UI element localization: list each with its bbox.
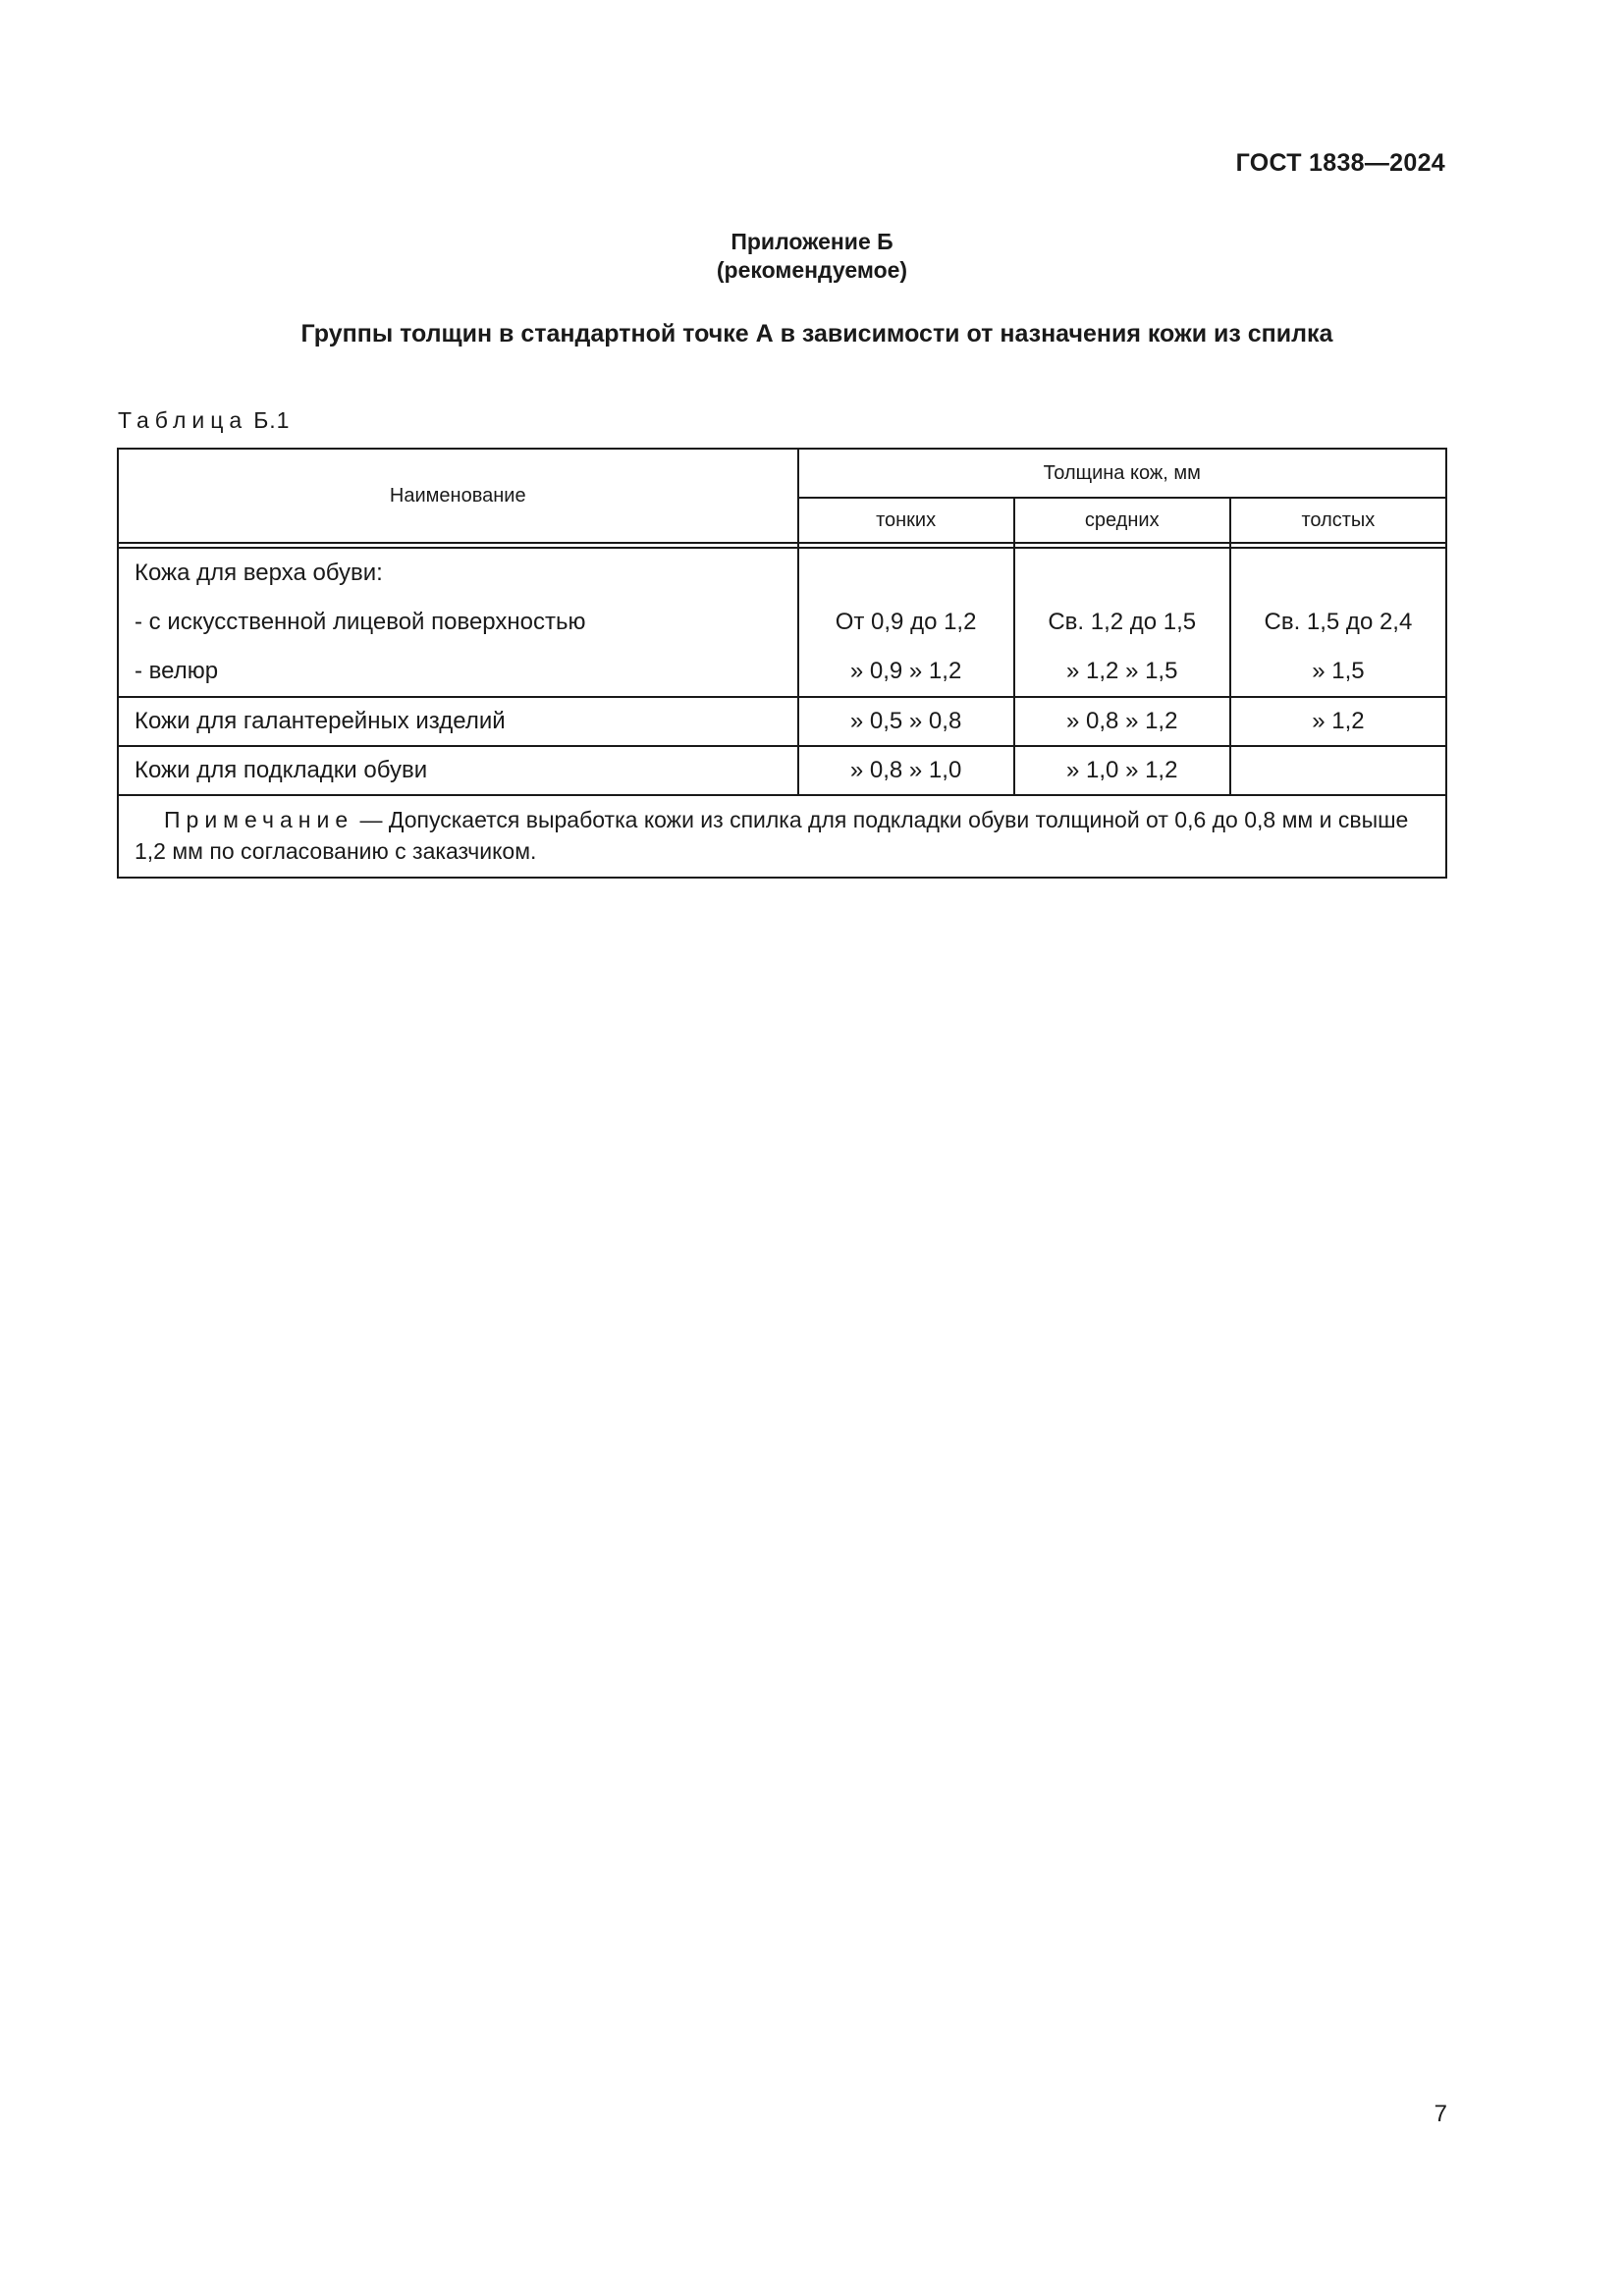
thick-value-line: » 1,5 xyxy=(1312,658,1365,684)
table-caption-number: Б.1 xyxy=(253,407,291,433)
page-number: 7 xyxy=(1434,2101,1447,2127)
section-title: Группы толщин в стандартной точке А в зависимости от назначения кожи из спилка xyxy=(300,320,1333,347)
note-label: Примечание xyxy=(164,807,354,832)
row-name-cell: Кожи для подкладки обуви xyxy=(118,746,798,795)
row-name-cell: Кожи для галантерейных изделий xyxy=(118,697,798,746)
thick-value-line: Св. 1,5 до 2,4 xyxy=(1264,609,1413,635)
row-name-line: - с искусственной лицевой поверхностью xyxy=(135,609,586,635)
table-header-row xyxy=(118,449,1446,498)
table-note xyxy=(118,795,1446,878)
header-thick: толстых xyxy=(1230,498,1446,543)
table-note-row xyxy=(118,795,1446,878)
thin-value-line: От 0,9 до 1,2 xyxy=(835,609,977,635)
medium-value-line: Св. 1,2 до 1,5 xyxy=(1048,609,1197,635)
thick-value-cell xyxy=(1230,746,1446,795)
row-name-line: - велюр xyxy=(135,658,219,684)
header-thickness-group: Толщина кож, мм xyxy=(798,449,1447,498)
header-name: Наименование xyxy=(118,449,798,543)
appendix-subtitle: (рекомендуемое) xyxy=(716,257,908,283)
medium-value-line xyxy=(1015,549,1229,598)
thin-value-line: » 0,9 » 1,2 xyxy=(849,658,962,684)
thin-value-line xyxy=(799,549,1013,598)
thick-value-cell xyxy=(1230,548,1446,697)
medium-value-cell: » 0,8 » 1,2 xyxy=(1014,697,1230,746)
thickness-table xyxy=(117,448,1447,879)
table-row xyxy=(118,548,1446,697)
table-caption xyxy=(118,407,290,434)
header-thin: тонких xyxy=(798,498,1014,543)
thin-value-cell xyxy=(798,548,1014,697)
table-row xyxy=(118,746,1446,795)
medium-value-cell xyxy=(1014,548,1230,697)
appendix-title: Приложение Б xyxy=(731,229,893,254)
medium-value-cell: » 1,0 » 1,2 xyxy=(1014,746,1230,795)
thin-value-cell: » 0,8 » 1,0 xyxy=(798,746,1014,795)
table-row xyxy=(118,697,1446,746)
row-name-cell xyxy=(118,548,798,697)
thick-value-line xyxy=(1231,549,1445,598)
thin-value-cell: » 0,5 » 0,8 xyxy=(798,697,1014,746)
appendix-heading xyxy=(0,228,1624,285)
thick-value-cell: » 1,2 xyxy=(1230,697,1446,746)
document-code: ГОСТ 1838—2024 xyxy=(1235,149,1445,177)
note-text: — Допускается выработка кожи из спилка для подкладки обуви толщиной от 0,6 до 0,8 мм и свыше 1,2 мм по согласованию с заказчиком. xyxy=(135,807,1409,864)
row-name-line: Кожа для верха обуви: xyxy=(135,560,383,586)
header-medium: средних xyxy=(1014,498,1230,543)
medium-value-line: » 1,2 » 1,5 xyxy=(1066,658,1178,684)
table-caption-label: Таблица xyxy=(118,407,248,433)
